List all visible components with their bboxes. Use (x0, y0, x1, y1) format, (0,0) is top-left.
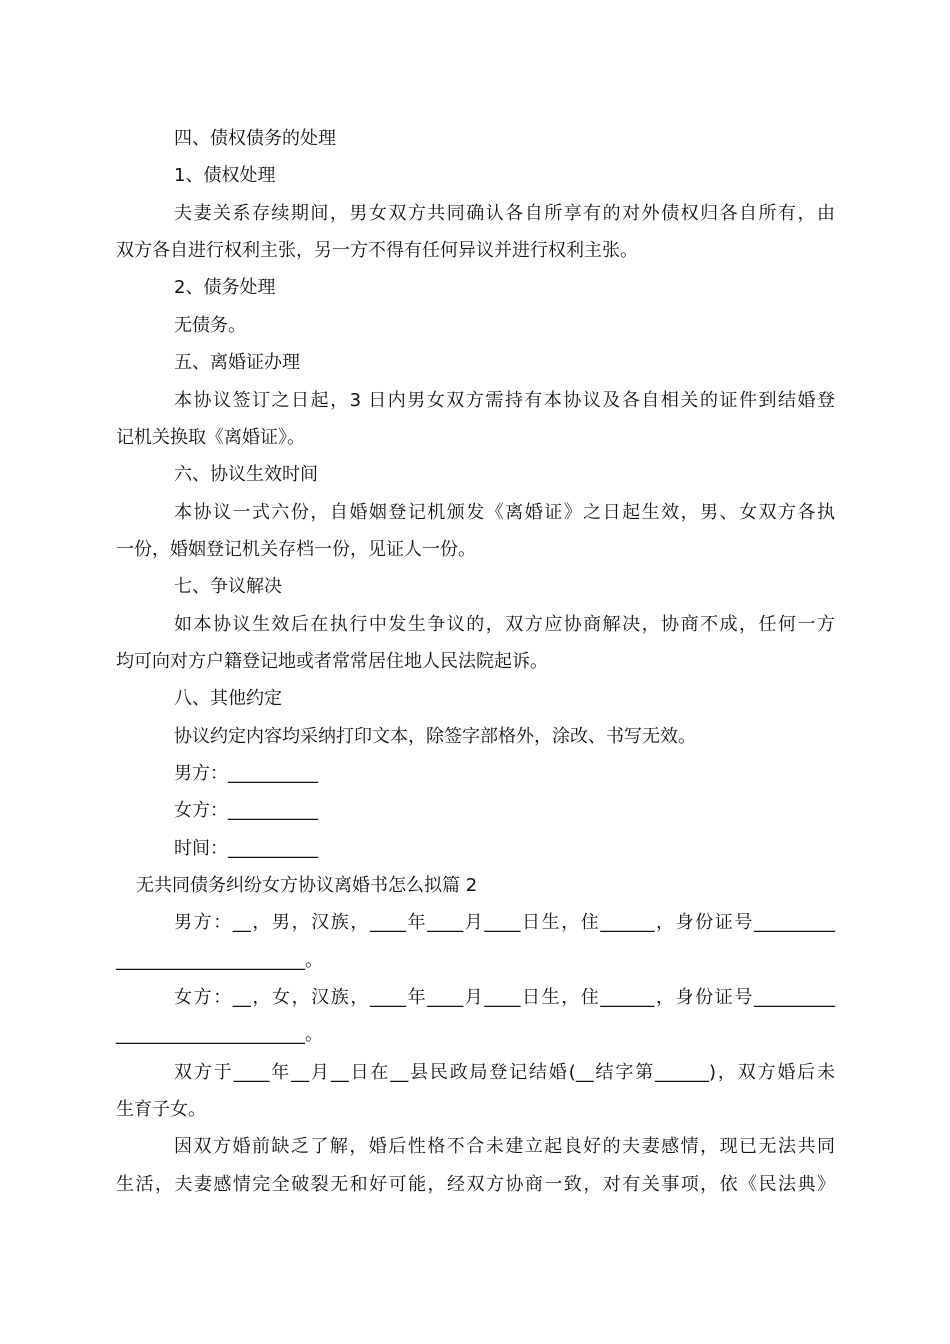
section-5-heading: 五、离婚证办理 (174, 352, 300, 373)
date-signature-line: 时间：__________ (174, 838, 318, 859)
section-7-heading: 七、争议解决 (174, 576, 282, 597)
debt-rights-paragraph-line-2: 双方各自进行权利主张，另一方不得有任何异议并进行权利主张。 (116, 240, 638, 261)
male-info-line-1: 男方：__，男，汉族，____年____月____日生，住______，身份证号_________ (174, 912, 835, 933)
section-4-heading: 四、债权债务的处理 (174, 128, 336, 149)
marriage-registration-line-2: 生育子女。 (116, 1099, 206, 1120)
debt-rights-paragraph-line-1: 夫妻关系存续期间，男女双方共同确认各自所享有的对外债权归各自所有，由 (174, 203, 835, 224)
male-signature-line: 男方：__________ (174, 763, 318, 784)
marriage-registration-line-1: 双方于____年__月__日在__县民政局登记结婚(__结字第______)，双方婚后未 (174, 1062, 835, 1083)
female-signature-line: 女方：__________ (174, 800, 318, 821)
section-8-heading: 八、其他约定 (174, 688, 282, 709)
female-info-line-2: _____________________。 (116, 1024, 323, 1045)
certificate-paragraph-line-1: 本协议签订之日起，3 日内男女双方需持有本协议及各自相关的证件到结婚登 (174, 390, 835, 411)
dispute-paragraph-line-1: 如本协议生效后在执行中发生争议的，双方应协商解决，协商不成，任何一方 (174, 614, 835, 635)
section-6-heading: 六、协议生效时间 (174, 464, 318, 485)
female-info-line-1: 女方：__，女，汉族，____年____月____日生，住______，身份证号_________ (174, 987, 835, 1008)
effective-paragraph-line-1: 本协议一式六份，自婚姻登记机颁发《离婚证》之日起生效，男、女双方各执 (174, 502, 835, 523)
dispute-paragraph-line-2: 均可向对方户籍登记地或者常常居住地人民法院起诉。 (116, 651, 548, 672)
subsection-debt-rights-heading: 1、债权处理 (174, 165, 276, 186)
divorce-reason-line-1: 因双方婚前缺乏了解，婚后性格不合未建立起良好的夫妻感情，现已无法共同 (174, 1136, 835, 1157)
subsection-debt-obligations-heading: 2、债务处理 (174, 277, 276, 298)
debt-obligations-text: 无债务。 (174, 315, 246, 336)
effective-paragraph-line-2: 一份，婚姻登记机关存档一份，见证人一份。 (116, 539, 476, 560)
article-2-title: 无共同债务纠纷女方协议离婚书怎么拟篇 2 (136, 875, 478, 896)
divorce-reason-line-2: 生活，夫妻感情完全破裂无和好可能，经双方协商一致，对有关事项，依《民法典》 (116, 1174, 835, 1195)
certificate-paragraph-line-2: 记机关换取《离婚证》。 (116, 427, 305, 448)
male-info-line-2: _____________________。 (116, 950, 323, 971)
other-agreement-text: 协议约定内容均采纳打印文本，除签字部格外，涂改、书写无效。 (174, 726, 696, 747)
